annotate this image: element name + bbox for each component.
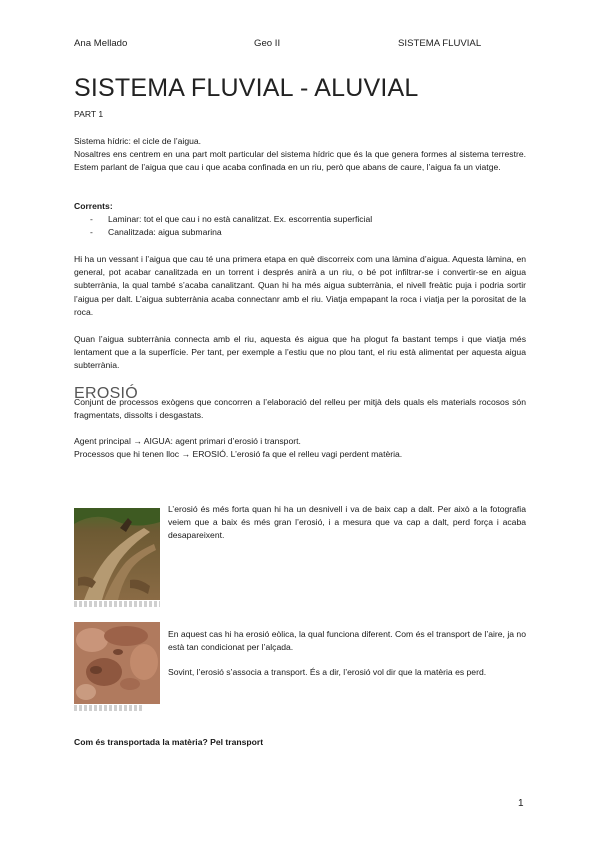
processes-line: Processos que hi tenen lloc → EROSIÓ. L’erosió fa que el relleu vagi perdent matèria. <box>74 449 403 459</box>
paragraph-subterrania: Quan l’aigua subterrània connecta amb el riu, aquesta és aigua que ha plogut fa bastant temps i que viatja més lentament que a la superfície. Per tant, per exemple a l’estiu que no plou tant, el riu està alimentat per aquesta aigua subterrània. <box>74 334 526 371</box>
aeolian-erosion-photo <box>74 622 160 704</box>
photo1-description: L’erosió és més forta quan hi ha un desnivell i va de baix cap a dalt. Per això a la fotografia veiem que a baix és més gran l’erosió, i a mesura que va cap a dalt, perd força i acaba desapareixent. <box>168 504 526 541</box>
erosion-transport-paragraph: Sovint, l’erosió s’associa a transport. És a dir, l’erosió vol dir que la matèria es perd. <box>168 667 487 677</box>
currents-list <box>86 213 372 239</box>
agent-line: Agent principal → AIGUA: agent primari d’erosió i transport. <box>74 436 301 446</box>
currents-item-laminar: - Laminar: tot el que cau i no està canalitzat. Ex. escorrentia superficial <box>86 213 372 226</box>
section-heading-erosio: EROSIÓ <box>74 385 139 402</box>
header-topic: SISTEMA FLUVIAL <box>398 38 482 49</box>
part-label: PART 1 <box>74 109 104 119</box>
erosion-gully-photo <box>74 508 160 600</box>
currents-heading: Corrents: <box>74 201 113 211</box>
paragraph-erosio-definition: Conjunt de processos exògens que concorren a l’elaboració del relleu per mitjà dels quals els materials rocosos són fragmentats, dissolts i desgastats. <box>74 397 526 421</box>
transport-question: Com és transportada la matèria? Pel transport <box>74 737 264 747</box>
intro-line: Sistema hídric: el cicle de l’aigua. <box>74 136 202 146</box>
intro-paragraph: Nosaltres ens centrem en una part molt particular del sistema hídric que és la que genera formes al sistema terrestre. Estem parlant de l’aigua que cau i que acaba confinada en un riu, però que abans de caure, l’aigua fa un viatge. <box>74 149 526 173</box>
erosion-gully-caption <box>74 601 160 607</box>
page-number: 1 <box>518 798 524 809</box>
paragraph-vessant: Hi ha un vessant i l’aigua que cau té una primera etapa en què discorreix com una làmina d’aigua. Aquesta làmina, en general, pot acabar canalitzada en un torrent i després anirà a un riu, o bé pot infiltrar-se i convertir-se en aigua subterrània, la qual també s’acaba canalitzant. Quan hi ha més aigua subterrània, el nivell freàtic puja i podria sortir l’aigua per dalt. L’aigua subterrània acaba connectanr amb el riu. Viatja empapant la roca i viatja per la porositat de la roca. <box>74 254 526 317</box>
aeolian-erosion-caption <box>74 705 144 711</box>
photo2-description: En aquest cas hi ha erosió eòlica, la qual funciona diferent. Com és el transport de l’aire, ja no està tan condicionat per l’alçada. <box>168 629 526 653</box>
currents-item-canalitzada: - Canalitzada: aigua submarina <box>86 226 372 239</box>
page-title: SISTEMA FLUVIAL - ALUVIAL <box>74 74 419 102</box>
header-course: Geo II <box>254 38 281 49</box>
header-author: Ana Mellado <box>74 38 128 49</box>
